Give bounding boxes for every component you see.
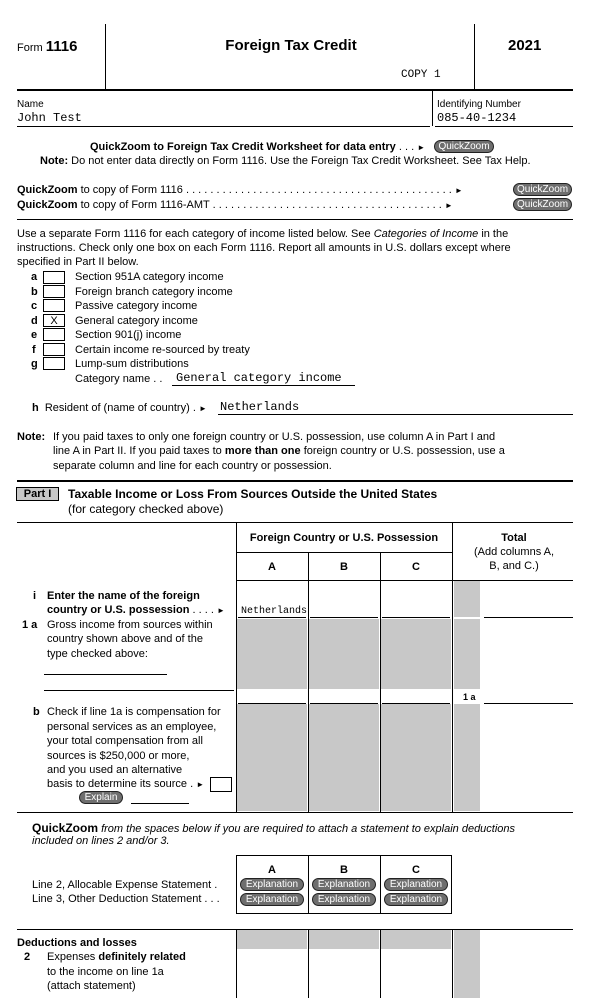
divider: [218, 414, 573, 415]
field-underline: [310, 703, 378, 704]
field-underline: [44, 690, 234, 691]
cat-letter-d: d: [31, 315, 38, 327]
qz-worksheet-text: QuickZoom to Foreign Tax Credit Worksheet for data entry . . . ►: [90, 141, 426, 153]
line-b-text1: Check if line 1a is compensation for: [47, 706, 221, 718]
table-grid: [452, 929, 453, 998]
table-grid: [452, 522, 453, 812]
table-grid: [236, 552, 452, 553]
line3-explanation-a-button[interactable]: Explanation: [240, 893, 304, 906]
id-label: Identifying Number: [437, 99, 521, 110]
shaded-cell: [381, 704, 451, 811]
cat-checkbox-c[interactable]: [43, 299, 65, 312]
cat-label-e: Section 901(j) income: [75, 329, 182, 341]
tax-year: 2021: [508, 37, 542, 54]
qz-statement-text1: QuickZoom from the spaces below if you are required to attach a statement to explain deductions: [32, 821, 516, 835]
divider: [17, 480, 573, 482]
cat-letter-c: c: [31, 300, 38, 312]
line-b-text4: sources is $250,000 or more,: [47, 750, 190, 762]
shaded-cell: [454, 619, 480, 689]
field-underline: [484, 617, 573, 618]
table-grid: [236, 580, 573, 581]
line2-text3: (attach statement): [47, 980, 136, 992]
cat-label-g: Lump-sum distributions: [75, 358, 189, 370]
cat-checkbox-d[interactable]: X: [43, 314, 65, 327]
field-underline: [238, 617, 306, 618]
resident-field[interactable]: Netherlands: [220, 400, 300, 414]
cat-letter-e: e: [31, 329, 38, 341]
line-1a-tag: 1 a: [463, 692, 476, 702]
part1-title: Taxable Income or Loss From Sources Outside the United States: [68, 487, 438, 501]
line-b-text5: and you used an alternative: [47, 764, 183, 776]
total-header: Total: [501, 532, 527, 544]
category-name-label: Category name . .: [75, 373, 163, 385]
total-sub2: B, and C.): [489, 560, 539, 572]
line3-explanation-b-button[interactable]: Explanation: [312, 893, 376, 906]
line2-explanation-b-button[interactable]: Explanation: [312, 878, 376, 891]
field-underline: [484, 703, 573, 704]
divider: [17, 812, 573, 813]
cat-checkbox-f[interactable]: [43, 343, 65, 356]
line2-num: 2: [24, 951, 31, 963]
qz-copy-1116-amt-button[interactable]: QuickZoom: [513, 198, 572, 211]
cat-label-b: Foreign branch category income: [75, 286, 233, 298]
name-label: Name: [17, 99, 44, 110]
line-i-text1: Enter the name of the foreign: [47, 590, 200, 602]
cat-checkbox-e[interactable]: [43, 328, 65, 341]
divider: [432, 90, 433, 126]
cat-checkbox-a[interactable]: [43, 271, 65, 284]
line-b-letter: b: [33, 706, 40, 718]
copy-label: COPY 1: [401, 69, 441, 81]
qz-copy-1116-button[interactable]: QuickZoom: [513, 183, 572, 196]
qz-worksheet-button[interactable]: QuickZoom: [434, 140, 494, 153]
part1-tag: Part I: [16, 487, 59, 501]
line-b-text6: basis to determine its source . ►: [47, 778, 205, 790]
cat-checkbox-b[interactable]: [43, 285, 65, 298]
divider: [17, 89, 573, 91]
shaded-cell: [309, 930, 379, 949]
form-prefix: Form 1116: [17, 38, 78, 55]
divider: [172, 385, 355, 386]
resident-label: h Resident of (name of country) . ►: [32, 402, 207, 414]
shaded-cell: [237, 930, 307, 949]
explain-button[interactable]: Explain: [79, 791, 123, 804]
instructions-line3: specified in Part II below.: [17, 256, 139, 268]
shaded-cell: [237, 704, 307, 811]
col-header-b: B: [340, 561, 348, 573]
cat-label-d: General category income: [75, 315, 198, 327]
shaded-cell: [381, 619, 451, 689]
cat-label-a: Section 951A category income: [75, 271, 224, 283]
shaded-cell: [309, 704, 379, 811]
line-i-letter: i: [33, 590, 37, 602]
divider: [435, 126, 573, 127]
cat-letter-f: f: [32, 344, 36, 356]
shaded-cell: [237, 619, 307, 689]
line-i-text2: country or U.S. possession . . . . ►: [47, 604, 225, 616]
cat-label-c: Passive category income: [75, 300, 198, 312]
field-underline: [382, 617, 450, 618]
line2-text2: to the income on line 1a: [47, 966, 164, 978]
col-header-c: C: [412, 561, 420, 573]
divider: [17, 219, 573, 220]
total-sub1: (Add columns A,: [473, 546, 555, 558]
note-line2: line A in Part II. If you paid taxes to more than one foreign country or U.S. possession, use a: [53, 445, 505, 457]
field-underline: [44, 674, 167, 675]
line-1a-text1: Gross income from sources within: [47, 619, 213, 631]
field-underline: [131, 803, 189, 804]
expl-col-c: C: [412, 864, 420, 876]
qz-copy-1116-amt-text: QuickZoom to copy of Form 1116-AMT . . . . . . . . . . . . . . . . . . . . . . . . . . . . . . . . . . . . . . ►: [17, 199, 453, 211]
line-1a-text2: country shown above and of the: [47, 633, 203, 645]
instructions-line2: instructions. Check only one box on each Form 1116. Report all amounts in U.S. dollars except where: [17, 242, 511, 254]
line2-statement-label: Line 2, Allocable Expense Statement .: [32, 879, 218, 891]
qz-statement-text2: included on lines 2 and/or 3.: [32, 835, 170, 847]
shaded-cell: [454, 704, 480, 811]
field-underline: [238, 703, 306, 704]
shaded-cell: [454, 581, 480, 617]
divider: [17, 522, 573, 523]
note-line3: separate column and line for each country or possession.: [53, 460, 332, 472]
country-a-field[interactable]: Netherlands: [241, 606, 308, 617]
expl-col-a: A: [268, 864, 276, 876]
part1-subtitle: (for category checked above): [68, 502, 224, 516]
divider: [474, 24, 475, 89]
form-number: 1116: [45, 38, 78, 55]
divider: [105, 24, 106, 89]
note-label: Note:: [17, 431, 46, 443]
category-name-field[interactable]: General category income: [176, 371, 342, 385]
cat-letter-g: g: [31, 358, 38, 370]
line2-explanation-c-button[interactable]: Explanation: [384, 878, 448, 891]
cat-label-f: Certain income re-sourced by treaty: [75, 344, 250, 356]
line-b-text2: personal services as an employee,: [47, 721, 217, 733]
line-b-text3: your total compensation from all: [47, 735, 203, 747]
line2-explanation-a-button[interactable]: Explanation: [240, 878, 304, 891]
shaded-cell: [454, 930, 480, 998]
line2-text1: Expenses definitely related: [47, 951, 186, 963]
shaded-cell: [309, 619, 379, 689]
field-underline: [382, 703, 450, 704]
id-field[interactable]: 085-40-1234: [437, 111, 517, 125]
cat-letter-b: b: [31, 286, 38, 298]
divider: [17, 126, 430, 127]
expl-col-b: B: [340, 864, 348, 876]
line-1a-num: 1 a: [22, 619, 38, 631]
cat-letter-a: a: [31, 271, 38, 283]
note-line1: If you paid taxes to only one foreign country or U.S. possession, use column A in Part I and: [53, 431, 496, 443]
compensation-checkbox[interactable]: [210, 777, 232, 792]
form-title: Foreign Tax Credit: [225, 37, 357, 54]
shaded-cell: [381, 930, 451, 949]
field-underline: [310, 617, 378, 618]
line3-explanation-c-button[interactable]: Explanation: [384, 893, 448, 906]
instructions-line1: Use a separate Form 1116 for each category of income listed below. See Categories of Income in the: [17, 228, 509, 240]
col-group-header: Foreign Country or U.S. Possession: [249, 532, 439, 544]
deductions-header: Deductions and losses: [17, 937, 137, 949]
line3-statement-label: Line 3, Other Deduction Statement . . .: [32, 893, 220, 905]
data-entry-note: Note: Do not enter data directly on Form 1116. Use the Foreign Tax Credit Worksheet. See Tax Help.: [40, 155, 531, 167]
name-field[interactable]: John Test: [17, 111, 82, 125]
col-header-a: A: [268, 561, 276, 573]
cat-checkbox-g[interactable]: [43, 357, 65, 370]
qz-copy-1116-text: QuickZoom to copy of Form 1116 . . . . . . . . . . . . . . . . . . . . . . . . . . . . . . . . . . . . . . . . . . . . ►: [17, 184, 463, 196]
line-1a-text3: type checked above:: [47, 648, 148, 660]
